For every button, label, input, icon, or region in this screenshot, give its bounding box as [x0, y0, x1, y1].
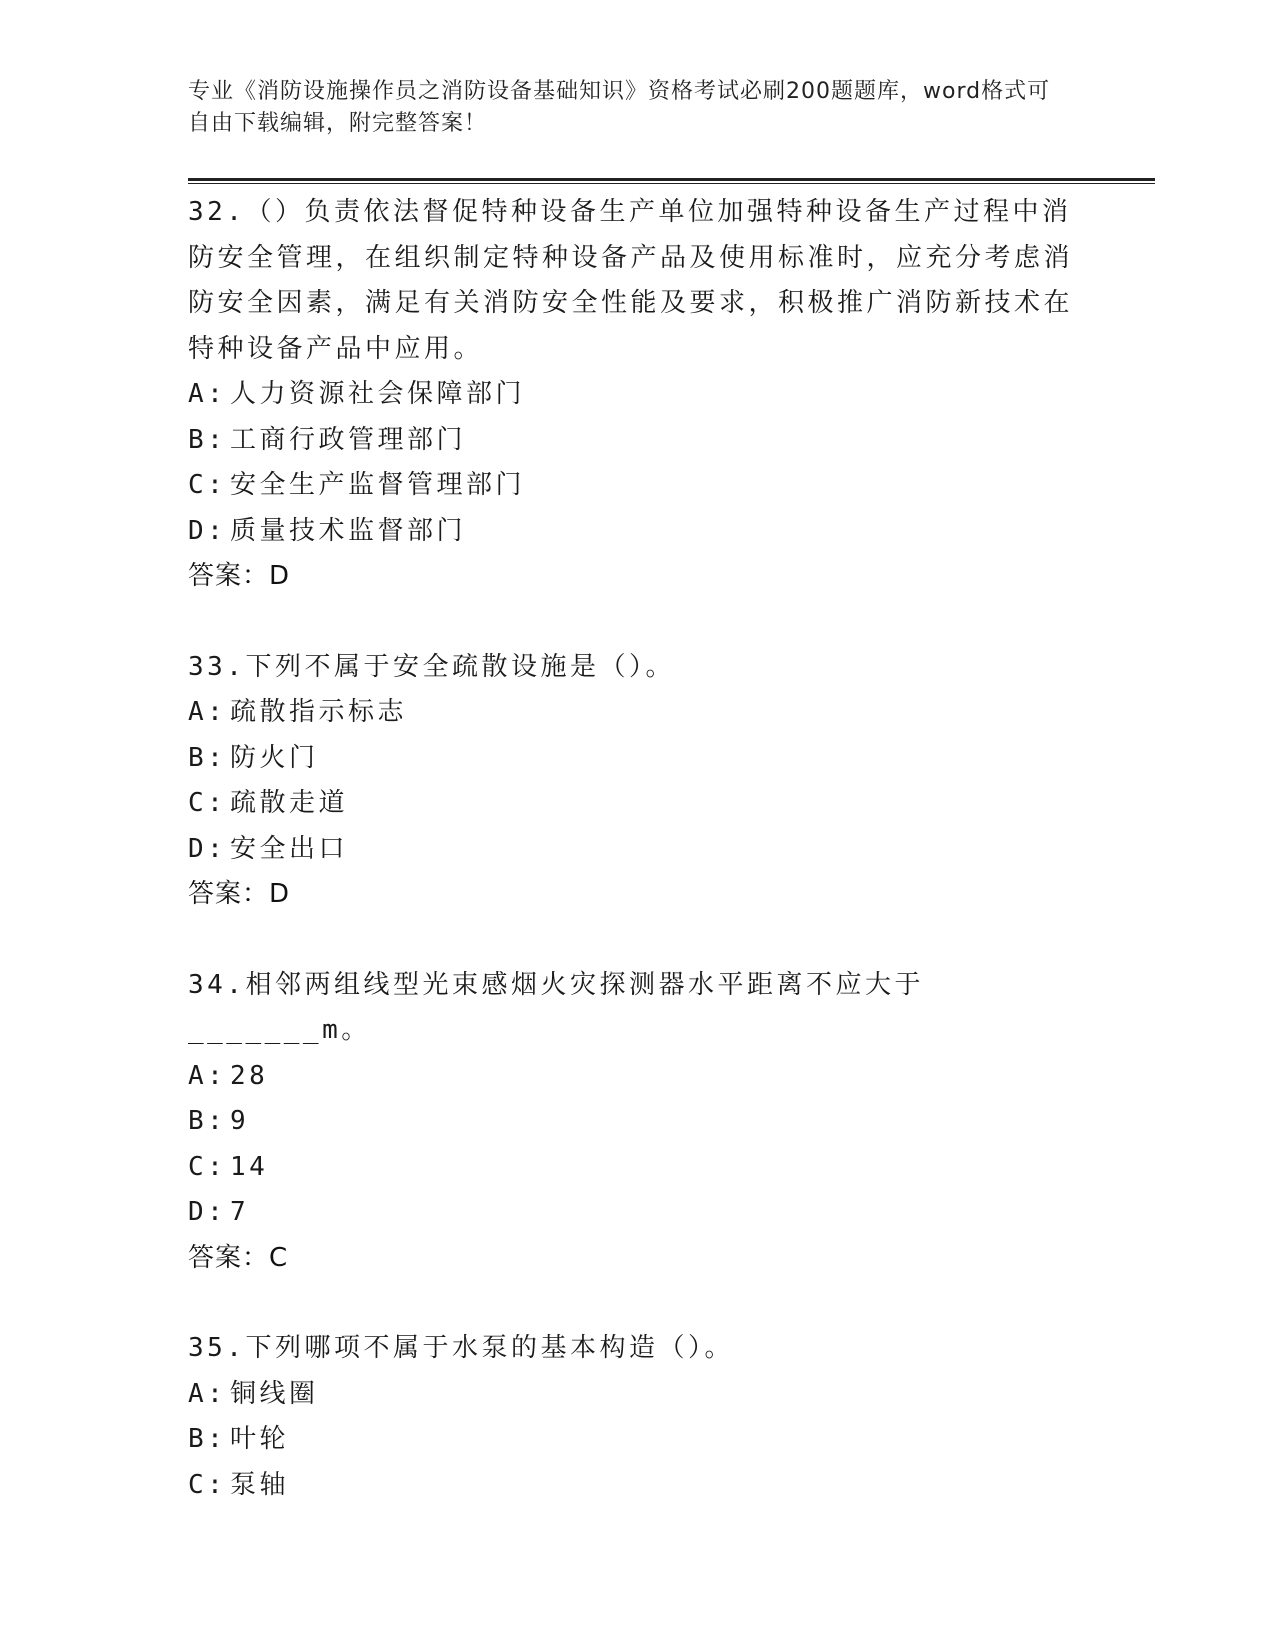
question-stem: 32.（）负责依法督促特种设备生产单位加强特种设备生产过程中消防安全管理，在组织制定特种设备产品及使用标准时，应充分考虑消防安全因素，满足有关消防安全性能及要求，积极推广消防新技术在特种设备产品中应用。: [188, 197, 1074, 364]
option-key: D:: [188, 833, 227, 864]
option-text: 叶轮: [230, 1424, 290, 1454]
option-text: 疏散走道: [230, 788, 349, 818]
option-text: 人力资源社会保障部门: [230, 379, 526, 409]
option-b: [188, 1417, 1088, 1463]
option-c: [188, 781, 1088, 827]
option-a: [188, 1054, 1088, 1100]
option-text: 质量技术监督部门: [230, 515, 467, 546]
answer-line: 答案：D: [188, 561, 291, 591]
option-key: B:: [188, 424, 227, 455]
option-text: 疏散指示标志: [230, 697, 408, 727]
option-text: 9: [230, 1106, 250, 1136]
question-stem: 33.下列不属于安全疏散设施是（）。: [188, 651, 675, 682]
option-key: A:: [188, 1378, 227, 1409]
option-key: D:: [188, 515, 227, 546]
option-text: 工商行政管理部门: [230, 424, 467, 455]
option-key: A:: [188, 379, 227, 409]
question-35: [188, 1326, 1088, 1508]
option-b: [188, 1099, 1088, 1145]
option-c: [188, 1145, 1088, 1191]
option-c: [188, 463, 1088, 509]
option-key: C:: [188, 1469, 227, 1500]
option-a: [188, 1372, 1088, 1418]
option-text: 防火门: [230, 742, 319, 773]
option-text: 安全生产监督管理部门: [230, 470, 526, 500]
option-d: [188, 1190, 1088, 1236]
option-text: 14: [230, 1151, 269, 1182]
option-text: 泵轴: [230, 1469, 290, 1500]
option-b: [188, 418, 1088, 464]
question-stem: 34.相邻两组线型光束感烟火灾探测器水平距离不应大于_______m。: [188, 969, 924, 1045]
option-a: [188, 372, 1088, 418]
option-c: [188, 1463, 1088, 1509]
header-divider-thick: [188, 178, 1155, 181]
option-b: [188, 736, 1088, 782]
option-text: 7: [230, 1197, 250, 1227]
answer-line: 答案：C: [188, 1242, 289, 1273]
option-key: C:: [188, 788, 227, 818]
option-key: A:: [188, 697, 227, 727]
option-text: 安全出口: [230, 833, 349, 864]
question-list: [188, 190, 1088, 1553]
option-a: [188, 690, 1088, 736]
option-key: A:: [188, 1060, 227, 1091]
question-32: [188, 190, 1088, 600]
option-text: 28: [230, 1060, 269, 1091]
question-34: [188, 963, 1088, 1282]
option-key: B:: [188, 1106, 227, 1136]
option-d: [188, 509, 1088, 555]
option-key: B:: [188, 742, 227, 773]
option-key: B:: [188, 1424, 227, 1454]
option-key: C:: [188, 470, 227, 500]
option-key: D:: [188, 1197, 227, 1227]
document-header: 专业《消防设施操作员之消防设备基础知识》资格考试必刷200题题库，word格式可自由下载编辑，附完整答案！: [188, 79, 1051, 136]
question-33: [188, 645, 1088, 918]
option-d: [188, 827, 1088, 873]
question-stem: 35.下列哪项不属于水泵的基本构造（）。: [188, 1333, 734, 1363]
answer-line: 答案：D: [188, 879, 291, 909]
header-divider-thin: [188, 183, 1155, 184]
option-text: 铜线圈: [230, 1378, 319, 1409]
option-key: C:: [188, 1151, 227, 1182]
